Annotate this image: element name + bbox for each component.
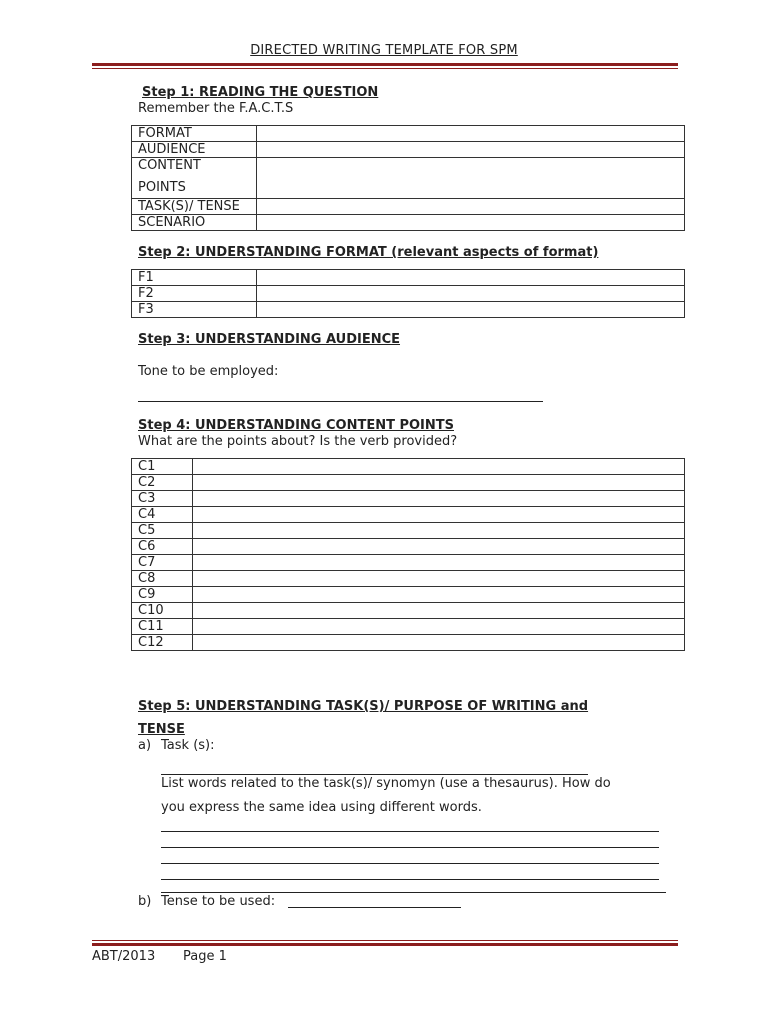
- content-answer-cell[interactable]: [193, 539, 685, 555]
- content-answer-cell[interactable]: [193, 619, 685, 635]
- table-row: [132, 302, 685, 318]
- tone-answer-line[interactable]: [138, 401, 543, 402]
- table-row: [132, 158, 685, 199]
- content-label: C7: [132, 555, 193, 571]
- item-b-marker: b): [138, 894, 152, 909]
- content-label: C11: [132, 619, 193, 635]
- table-row: [132, 635, 685, 651]
- facts-table: [131, 125, 685, 231]
- content-label: C6: [132, 539, 193, 555]
- footer-rule-thick: [92, 943, 678, 946]
- facts-label-format: FORMAT: [132, 126, 257, 142]
- content-answer-cell[interactable]: [193, 587, 685, 603]
- content-answer-cell[interactable]: [193, 603, 685, 619]
- table-row: [132, 603, 685, 619]
- synonym-answer-line[interactable]: [161, 892, 666, 893]
- table-row: [132, 475, 685, 491]
- header-rule-thick: [92, 63, 678, 66]
- table-row: [132, 619, 685, 635]
- table-row: [132, 571, 685, 587]
- synonym-answer-line[interactable]: [161, 863, 659, 864]
- synonym-instruction-line2: you express the same idea using different words.: [161, 800, 482, 815]
- content-answer-cell[interactable]: [193, 523, 685, 539]
- facts-answer-format[interactable]: [257, 126, 685, 142]
- page-title: DIRECTED WRITING TEMPLATE FOR SPM: [250, 43, 518, 58]
- table-row: [132, 215, 685, 231]
- table-row: [132, 555, 685, 571]
- tense-label: Tense to be used:: [161, 894, 276, 909]
- step5-title-line2: TENSE: [138, 722, 185, 737]
- task-answer-line[interactable]: [161, 774, 588, 775]
- synonym-instruction-line1: List words related to the task(s)/ synomyn (use a thesaurus). How do: [161, 776, 611, 791]
- content-answer-cell[interactable]: [193, 555, 685, 571]
- content-answer-cell[interactable]: [193, 571, 685, 587]
- synonym-answer-line[interactable]: [161, 879, 659, 880]
- table-row: [132, 270, 685, 286]
- content-label: C2: [132, 475, 193, 491]
- step4-subtitle: What are the points about? Is the verb provided?: [138, 434, 458, 449]
- facts-answer-task[interactable]: [257, 199, 685, 215]
- facts-label-content-line2: POINTS: [138, 180, 186, 195]
- content-answer-cell[interactable]: [193, 635, 685, 651]
- format-answer-f1[interactable]: [257, 270, 685, 286]
- facts-label-content-line1: CONTENT: [138, 158, 201, 173]
- footer-page-number: Page 1: [183, 949, 227, 964]
- table-row: [132, 142, 685, 158]
- header-rule-thin: [92, 68, 678, 69]
- content-label: C5: [132, 523, 193, 539]
- content-label: C12: [132, 635, 193, 651]
- content-label: C3: [132, 491, 193, 507]
- step4-title: Step 4: UNDERSTANDING CONTENT POINTS: [138, 418, 454, 433]
- table-row: [132, 199, 685, 215]
- table-row: [132, 539, 685, 555]
- format-label-f1: F1: [132, 270, 257, 286]
- footer-rule-thin: [92, 940, 678, 941]
- table-row: [132, 587, 685, 603]
- facts-label-audience: AUDIENCE: [132, 142, 257, 158]
- step5-title-line1: Step 5: UNDERSTANDING TASK(S)/ PURPOSE OF WRITING and: [138, 699, 589, 714]
- step1-subtitle: Remember the F.A.C.T.S: [138, 101, 294, 116]
- synonym-answer-line[interactable]: [161, 847, 659, 848]
- table-row: [132, 459, 685, 475]
- format-answer-f2[interactable]: [257, 286, 685, 302]
- facts-label-scenario: SCENARIO: [132, 215, 257, 231]
- format-answer-f3[interactable]: [257, 302, 685, 318]
- facts-label-content: [132, 158, 257, 199]
- content-answer-cell[interactable]: [193, 475, 685, 491]
- content-answer-cell[interactable]: [193, 507, 685, 523]
- format-label-f2: F2: [132, 286, 257, 302]
- format-label-f3: F3: [132, 302, 257, 318]
- step2-title: Step 2: UNDERSTANDING FORMAT (relevant aspects of format): [138, 245, 599, 260]
- tone-label: Tone to be employed:: [138, 364, 279, 379]
- task-label: Task (s):: [161, 738, 215, 753]
- synonym-answer-line[interactable]: [161, 831, 659, 832]
- facts-answer-content[interactable]: [257, 158, 685, 199]
- table-row: [132, 126, 685, 142]
- content-answer-cell[interactable]: [193, 459, 685, 475]
- facts-answer-audience[interactable]: [257, 142, 685, 158]
- content-answer-cell[interactable]: [193, 491, 685, 507]
- step3-title: Step 3: UNDERSTANDING AUDIENCE: [138, 332, 401, 347]
- content-label: C9: [132, 587, 193, 603]
- content-points-table: [131, 458, 685, 651]
- facts-answer-scenario[interactable]: [257, 215, 685, 231]
- content-label: C8: [132, 571, 193, 587]
- table-row: [132, 507, 685, 523]
- step1-title: Step 1: READING THE QUESTION: [142, 85, 379, 100]
- content-label: C10: [132, 603, 193, 619]
- table-row: [132, 523, 685, 539]
- table-row: [132, 491, 685, 507]
- format-table: [131, 269, 685, 318]
- footer-code: ABT/2013: [92, 949, 156, 964]
- facts-label-task: TASK(S)/ TENSE: [132, 199, 257, 215]
- table-row: [132, 286, 685, 302]
- content-label: C1: [132, 459, 193, 475]
- item-a-marker: a): [138, 738, 152, 753]
- content-label: C4: [132, 507, 193, 523]
- tense-answer-line[interactable]: [288, 907, 461, 908]
